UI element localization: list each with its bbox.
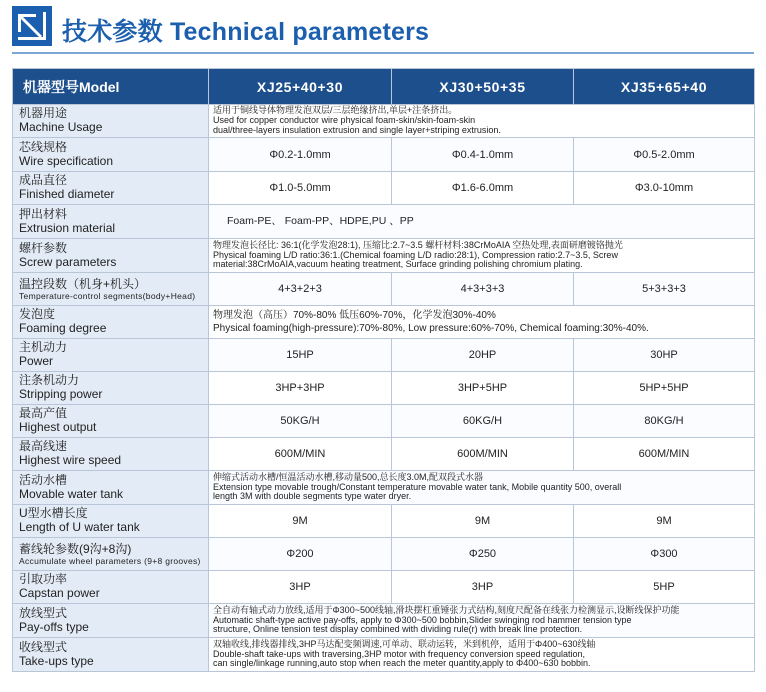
table-row	[13, 405, 755, 438]
row-label-en: Extrusion material	[19, 220, 116, 235]
row-label-zh: 引取功率	[19, 572, 68, 587]
row-label	[13, 339, 209, 372]
cell-value: 60KG/H	[392, 405, 574, 438]
row-label	[13, 239, 209, 273]
row-label-zh: 成品直径	[19, 173, 68, 188]
column-header-xj35: XJ35+65+40	[574, 69, 755, 105]
table-row	[13, 172, 755, 205]
row-label-zh: 押出材料	[19, 206, 68, 221]
page-header	[12, 6, 754, 50]
cell-value: 4+3+2+3	[209, 273, 392, 306]
row-wide-text	[209, 471, 755, 505]
text-line: material:38CrMoAIA,vacuum heating treatment, Surface grinding polishing chromium plating.	[213, 259, 583, 270]
text-line: Physical foaming(high-pressure):70%-80%, Low pressure:60%-70%, Chemical foaming:30%-40%.	[213, 323, 649, 334]
text-line: 物理发泡长径比: 36:1(化学发泡28:1), 压缩比:2.7~3.5 螺杆材料:38CrMoAIA 空热处理,表面研磨镀铬抛光	[213, 239, 623, 250]
text-line: Double-shaft take-ups with traversing,3HP motor with frequency conversion speed regulation,	[213, 648, 586, 659]
cell-value: 80KG/H	[574, 405, 755, 438]
table-row	[13, 105, 755, 138]
row-label	[13, 638, 209, 672]
text-line: dual/three-layers insulation extrusion and single layer+striping extrusion.	[213, 124, 501, 135]
cell-value: 600M/MIN	[209, 438, 392, 471]
text-line: 全自动有轴式动力放线,适用于Φ300~500线轴,滑块摆杠重锤张力式结构,刻度尺配备在线张力检测显示,设断线保护功能	[213, 604, 680, 615]
cell-value: Φ250	[392, 538, 574, 571]
row-wide-text	[209, 604, 755, 638]
column-header-xj30: XJ30+50+35	[392, 69, 574, 105]
column-header-xj25: XJ25+40+30	[209, 69, 392, 105]
row-label	[13, 205, 209, 239]
row-label-zh: 放线型式	[19, 605, 68, 620]
row-wide-text	[209, 638, 755, 672]
cell-value: 30HP	[574, 339, 755, 372]
table-row	[13, 138, 755, 172]
row-label-en: Accumulate wheel parameters (9+8 grooves)	[19, 555, 201, 566]
row-wide-text	[209, 239, 755, 273]
row-label	[13, 306, 209, 339]
row-label-zh: 主机动力	[19, 340, 68, 355]
row-wide-text	[209, 205, 755, 239]
cell-value: 600M/MIN	[574, 438, 755, 471]
table-row	[13, 438, 755, 471]
table-row	[13, 471, 755, 505]
cell-value: Φ200	[209, 538, 392, 571]
row-label-zh: 发泡度	[19, 307, 56, 322]
row-label-zh: 机器用途	[19, 106, 68, 121]
cell-value: 600M/MIN	[392, 438, 574, 471]
row-label-en: Capstan power	[19, 586, 100, 600]
cell-value: 5HP+5HP	[574, 372, 755, 405]
row-label	[13, 138, 209, 172]
table-row	[13, 205, 755, 239]
row-label	[13, 405, 209, 438]
row-label-en: Highest wire speed	[19, 453, 122, 467]
cell-value: 5+3+3+3	[574, 273, 755, 306]
row-label-en: Power	[19, 354, 54, 368]
cell-value: Φ300	[574, 538, 755, 571]
row-label-en: Movable water tank	[19, 486, 124, 501]
cell-value: 20HP	[392, 339, 574, 372]
row-label	[13, 273, 209, 306]
row-label-zh: 最高产值	[19, 406, 68, 421]
cell-value: Φ1.0-5.0mm	[209, 172, 392, 205]
row-label-en: Length of U water tank	[19, 520, 140, 534]
table-row	[13, 538, 755, 571]
text-line: Physical foaming L/D ratio:36:1.(Chemical foaming L/D radio:28:1), Compression ratio:2.7~3.5, Screw	[213, 249, 618, 260]
row-label-en: Highest output	[19, 420, 97, 434]
text-line: Extension type movable trough/Constant temperature movable water tank, Mobile quantity 500, overall	[213, 481, 622, 492]
cell-value: Φ1.6-6.0mm	[392, 172, 574, 205]
table-row	[13, 239, 755, 273]
row-label-zh: 蓄线轮参数(9沟+8沟)	[19, 541, 132, 556]
cell-value: Φ0.4-1.0mm	[392, 138, 574, 172]
row-label-en: Screw parameters	[19, 254, 117, 269]
row-label	[13, 172, 209, 205]
table-row	[13, 306, 755, 339]
text-line: 物理发泡（高压）70%-80% 低压60%-70%，化学发泡30%-40%	[213, 310, 496, 321]
table-row	[13, 638, 755, 672]
cell-value: 3HP+5HP	[392, 372, 574, 405]
header-divider	[12, 52, 754, 54]
row-label	[13, 505, 209, 538]
row-label	[13, 538, 209, 571]
text-line: can single/linkage running,auto stop when reach the meter quantity,apply to Φ400~630 bobbin.	[213, 658, 591, 669]
table-row	[13, 604, 755, 638]
text-line: structure, Online tension test display combined with dividing rule(r) with break line protection.	[213, 624, 583, 635]
cell-value: 9M	[574, 505, 755, 538]
cell-value: 9M	[392, 505, 574, 538]
diagonal-arrow-logo-icon	[12, 6, 52, 46]
text-line: Used for copper conductor wire physical foam-skin/skin-foam-skin	[213, 115, 476, 126]
row-label	[13, 372, 209, 405]
row-label-en: Temperature-control segments(body+Head)	[19, 290, 196, 301]
cell-value: 15HP	[209, 339, 392, 372]
text-line: Foam-PE、 Foam-PP、HDPE,PU 、PP	[227, 215, 414, 228]
table-header-row	[13, 69, 755, 105]
page-title: 技术参数 Technical parameters	[62, 18, 430, 46]
row-label-en: Pay-offs type	[19, 619, 89, 634]
row-label-zh: 注条机动力	[19, 373, 80, 388]
row-label-zh: 活动水槽	[19, 472, 68, 487]
row-label-zh: 螺杆参数	[19, 240, 68, 255]
row-label-en: Finished diameter	[19, 187, 115, 201]
row-label	[13, 471, 209, 505]
row-label	[13, 105, 209, 138]
cell-value: 9M	[209, 505, 392, 538]
column-header-model: 机器型号Model	[13, 69, 209, 105]
cell-value: Φ0.2-1.0mm	[209, 138, 392, 172]
row-wide-text	[209, 306, 755, 339]
table-row	[13, 505, 755, 538]
table-row	[13, 273, 755, 306]
row-label	[13, 571, 209, 604]
text-line: 适用于铜线导体物理发泡双层/三层绝缘挤出,单层+注条挤出。	[213, 105, 458, 116]
spec-table	[12, 68, 755, 672]
cell-value: 4+3+3+3	[392, 273, 574, 306]
cell-value: Φ3.0-10mm	[574, 172, 755, 205]
table-row	[13, 372, 755, 405]
row-label-zh: U型水槽长度	[19, 506, 88, 521]
row-label-zh: 最高线速	[19, 439, 68, 454]
row-label-en: Foaming degree	[19, 321, 107, 335]
row-label-en: Stripping power	[19, 387, 103, 401]
cell-value: 3HP+3HP	[209, 372, 392, 405]
row-label-en: Machine Usage	[19, 120, 103, 134]
row-label-zh: 芯线规格	[19, 139, 68, 154]
row-label	[13, 438, 209, 471]
cell-value: Φ0.5-2.0mm	[574, 138, 755, 172]
cell-value: 5HP	[574, 571, 755, 604]
cell-value: 50KG/H	[209, 405, 392, 438]
row-wide-text	[209, 105, 755, 138]
row-label-en: Take-ups type	[19, 653, 94, 668]
text-line: length 3M with double segments type water dryer.	[213, 491, 412, 502]
table-row	[13, 571, 755, 604]
text-line: 伸缩式活动水槽/恒温活动水槽,移动量500,总长度3.0M,配双段式水器	[213, 471, 484, 482]
text-line: Automatic shaft-type active pay-offs, apply to Φ300~500 bobbin,Slider swinging rod hammer tension type	[213, 614, 632, 625]
row-label-en: Wire specification	[19, 153, 114, 168]
row-label-zh: 收线型式	[19, 639, 68, 654]
cell-value: 3HP	[209, 571, 392, 604]
table-row	[13, 339, 755, 372]
text-line: 双轴收线,排线器排线,3HP马达配变频调速,可单动、联动运转，米到机停，适用于Φ400~630线轴	[213, 638, 596, 649]
cell-value: 3HP	[392, 571, 574, 604]
row-label	[13, 604, 209, 638]
row-label-zh: 温控段数（机身+机头）	[19, 276, 147, 291]
